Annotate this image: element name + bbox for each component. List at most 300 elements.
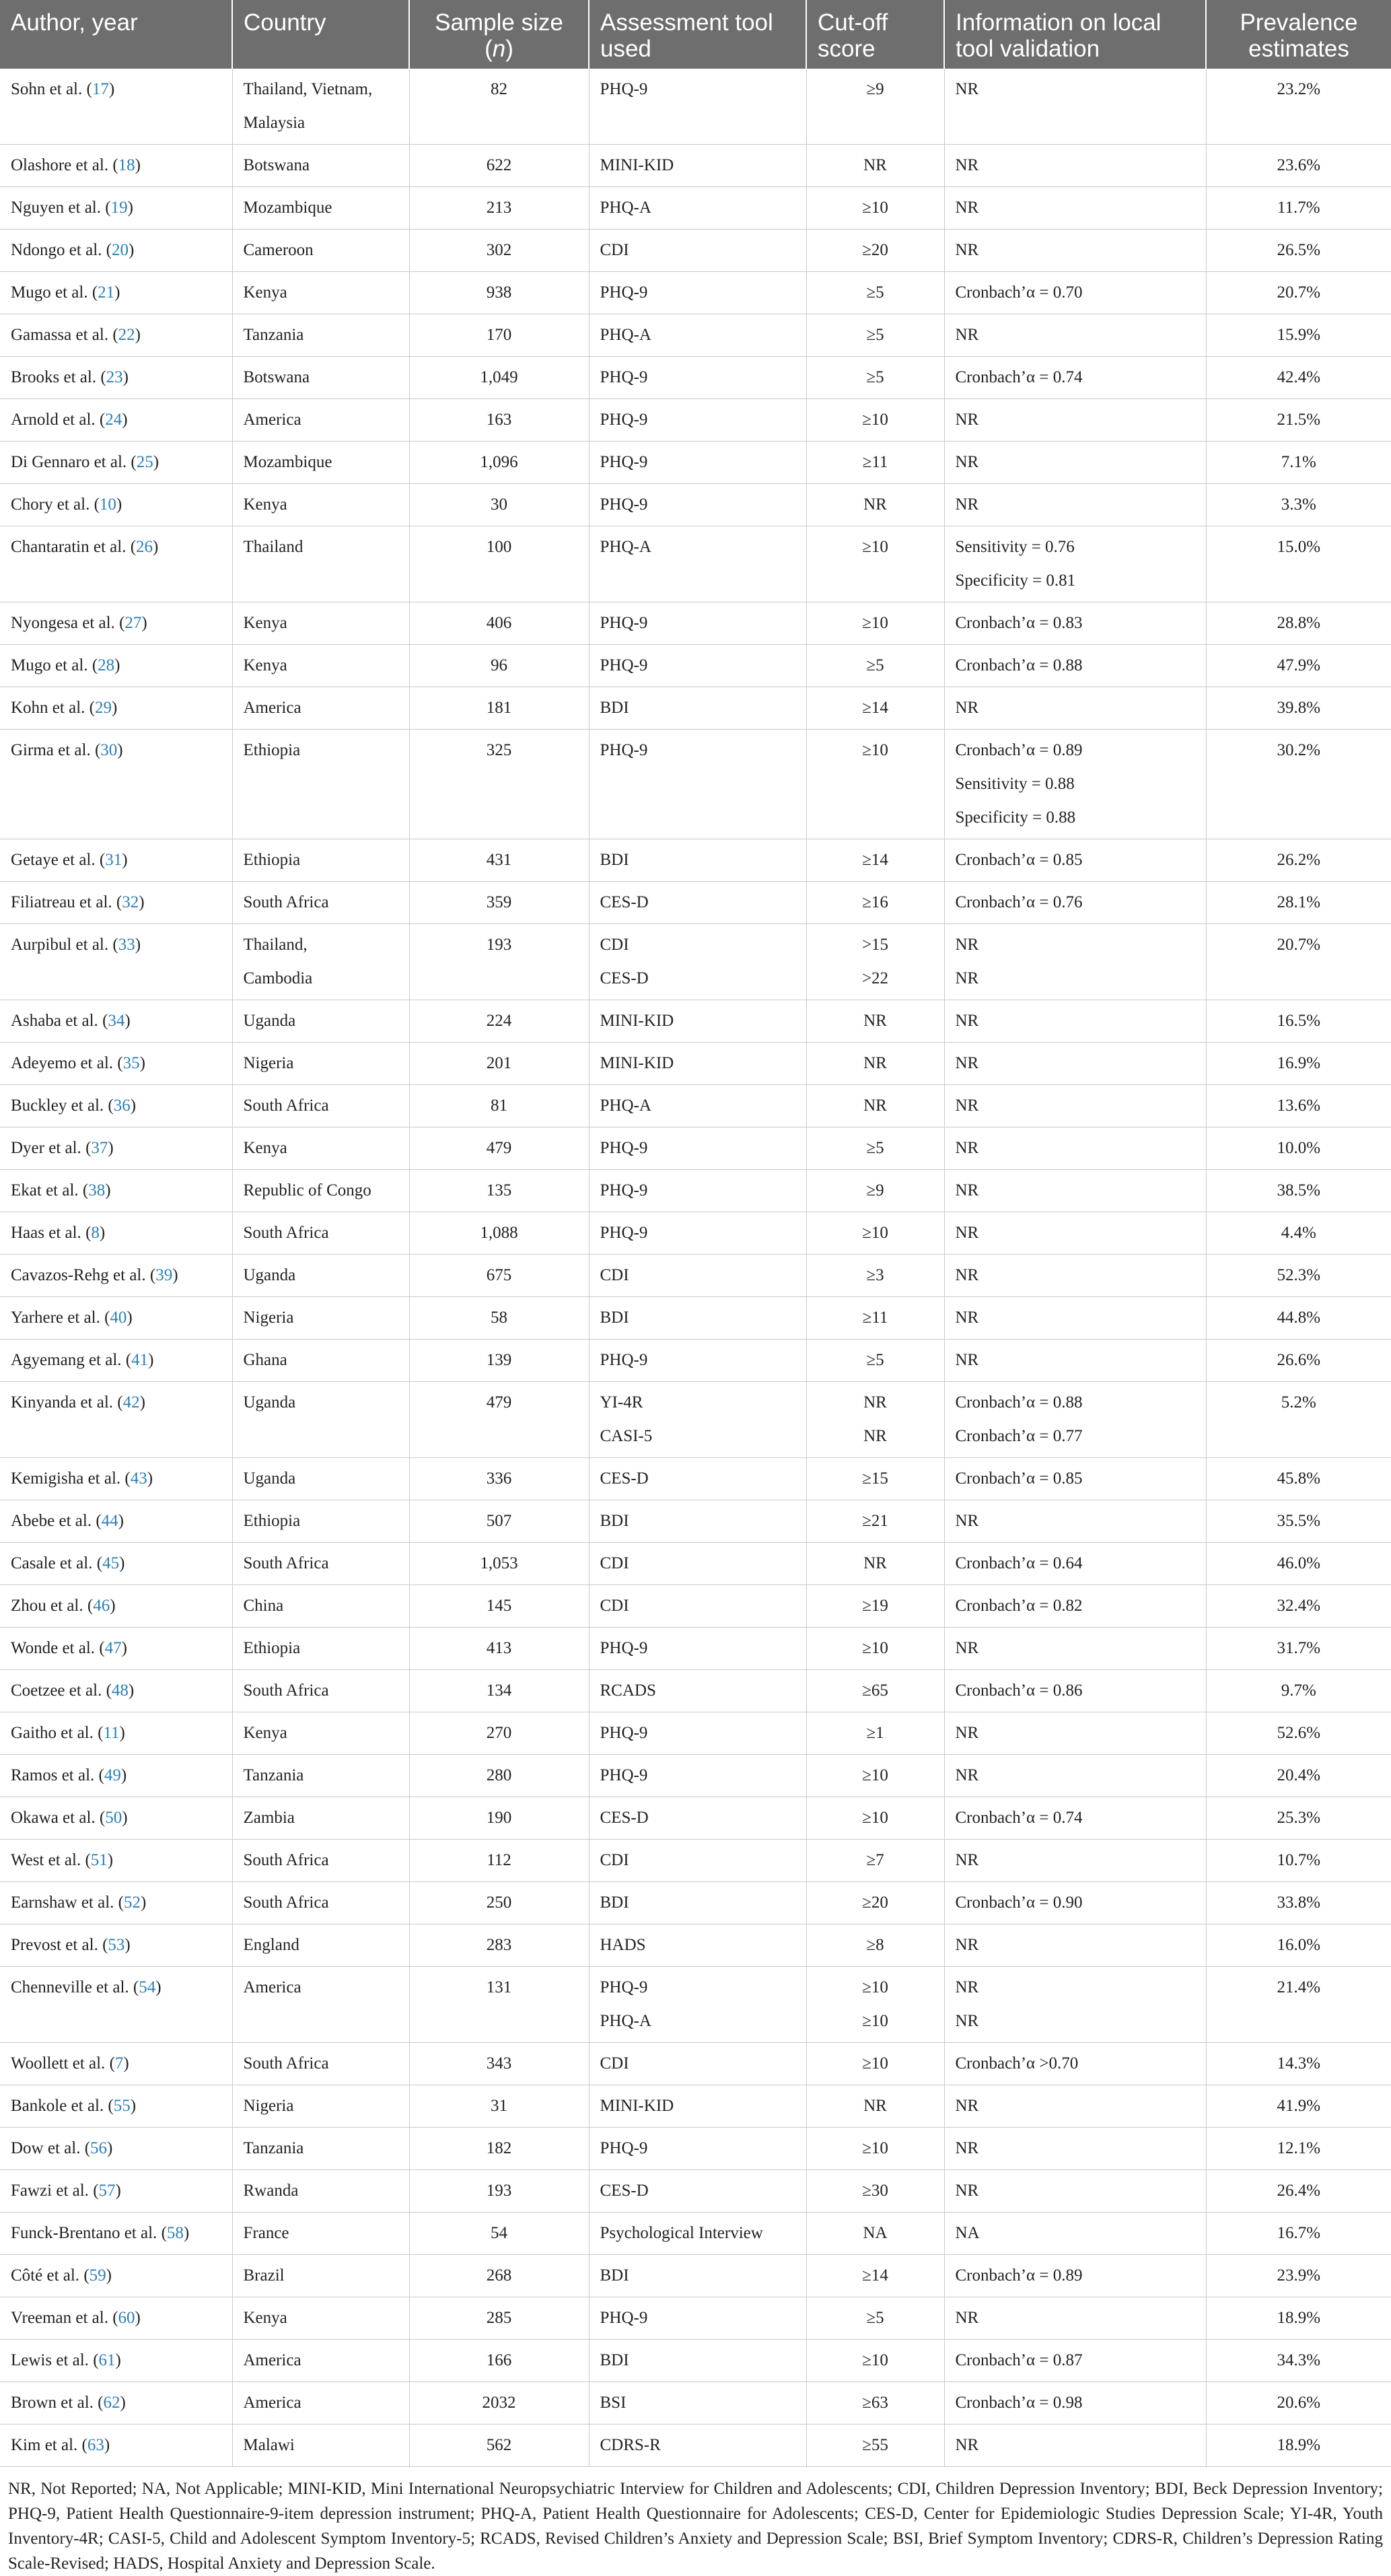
sample-size-cell: 2032: [409, 2382, 589, 2425]
table-row: [0, 882, 1391, 924]
reference-link[interactable]: 54: [139, 1978, 156, 1996]
country-line: Kenya: [243, 614, 287, 632]
tool-cell: [589, 602, 806, 645]
cutoff-line: NA: [863, 2224, 888, 2242]
reference-link[interactable]: 29: [94, 699, 112, 717]
country-cell: [232, 1297, 409, 1339]
reference-link[interactable]: 39: [155, 1266, 173, 1284]
country-line: Kenya: [243, 2309, 287, 2327]
prevalence-cell: 38.5%: [1206, 1170, 1391, 1212]
table-row: [0, 399, 1391, 442]
author-cell: Côté et al. (59): [0, 2255, 232, 2297]
sample-size-cell: 268: [409, 2255, 589, 2297]
tool-cell: [589, 730, 806, 839]
country-cell: [232, 882, 409, 924]
cutoff-cell: [806, 730, 944, 839]
tool-cell: [589, 484, 806, 526]
prevalence-cell: 16.0%: [1206, 1924, 1391, 1967]
prevalence-cell: 52.6%: [1206, 1712, 1391, 1755]
tool-line: PHQ-9: [600, 2139, 648, 2157]
tool-line: CES-D: [600, 1469, 649, 1488]
sample-size-cell: 479: [409, 1127, 589, 1170]
table-row: [0, 69, 1391, 145]
country-line: Thailand: [243, 538, 304, 556]
cutoff-line: ≥3: [866, 1266, 884, 1284]
reference-link[interactable]: 52: [123, 1893, 141, 1912]
tool-line: MINI-KID: [600, 1054, 674, 1072]
validation-cell: [944, 2170, 1206, 2213]
reference-link[interactable]: 50: [105, 1809, 122, 1827]
reference-link[interactable]: 55: [113, 2097, 131, 2115]
reference-link[interactable]: 43: [130, 1469, 147, 1488]
cutoff-line: ≥10: [862, 411, 888, 429]
author-cell: Chory et al. (10): [0, 484, 232, 526]
cutoff-cell: [806, 1967, 944, 2043]
reference-link[interactable]: 18: [118, 156, 135, 174]
table-row: [0, 145, 1391, 187]
sample-size-cell: 31: [409, 2085, 589, 2128]
header-cutoff: Cut-off score: [806, 0, 944, 69]
tool-line: CDRS-R: [600, 2436, 661, 2454]
sample-size-cell: 413: [409, 1628, 589, 1670]
table-header: [0, 0, 1391, 69]
reference-link[interactable]: 22: [118, 326, 135, 344]
table-row: [0, 1797, 1391, 1840]
country-cell: [232, 2382, 409, 2425]
validation-line: Cronbach’α = 0.98: [955, 2394, 1083, 2412]
reference-link[interactable]: 34: [108, 1012, 125, 1030]
country-cell: [232, 1043, 409, 1085]
country-line: Kenya: [243, 1139, 287, 1157]
author-cell: Dyer et al. (37): [0, 1127, 232, 1170]
tool-cell: [589, 1797, 806, 1840]
author-name: Adeyemo et al.: [11, 1054, 114, 1072]
author-cell: Prevost et al. (53): [0, 1924, 232, 1967]
prevalence-cell: 16.5%: [1206, 1000, 1391, 1043]
tool-line: BSI: [600, 2394, 627, 2412]
validation-line: NR: [955, 2182, 979, 2200]
author-cell: Arnold et al. (24): [0, 399, 232, 442]
author-cell: Ekat et al. (38): [0, 1170, 232, 1212]
reference-link[interactable]: 17: [92, 80, 109, 98]
cutoff-cell: [806, 1255, 944, 1297]
cutoff-line: ≥10: [862, 199, 888, 217]
tool-cell: [589, 1755, 806, 1797]
cutoff-cell: [806, 1170, 944, 1212]
cutoff-cell: [806, 526, 944, 602]
author-cell: Casale et al. (45): [0, 1543, 232, 1585]
country-cell: [232, 2213, 409, 2255]
author-cell: Cavazos-Rehg et al. (39): [0, 1255, 232, 1297]
tool-line: CASI-5: [600, 1427, 653, 1445]
validation-line: Cronbach’α = 0.88: [955, 1393, 1083, 1412]
reference-link[interactable]: 59: [89, 2266, 106, 2285]
country-line: Republic of Congo: [243, 1181, 371, 1199]
author-name: Côté et al.: [11, 2266, 80, 2285]
author-name: Ashaba et al.: [11, 1012, 98, 1030]
table-row: [0, 1967, 1391, 2043]
cutoff-cell: [806, 2382, 944, 2425]
cutoff-cell: [806, 2255, 944, 2297]
prevalence-cell: 23.2%: [1206, 69, 1391, 145]
reference-link[interactable]: 30: [100, 741, 118, 759]
reference-link[interactable]: 46: [93, 1597, 110, 1615]
reference-link[interactable]: 49: [104, 1766, 121, 1784]
cutoff-line: ≥14: [862, 699, 888, 717]
author-name: Ramos et al.: [11, 1766, 95, 1784]
reference-link[interactable]: 51: [90, 1851, 108, 1869]
validation-line: NR: [955, 1766, 979, 1784]
tool-cell: [589, 1297, 806, 1339]
reference-link[interactable]: 11: [103, 1724, 120, 1742]
tool-line: PHQ-9: [600, 1978, 648, 1996]
reference-link[interactable]: 26: [136, 538, 153, 556]
author-cell: Okawa et al. (50): [0, 1797, 232, 1840]
reference-link[interactable]: 48: [111, 1681, 129, 1700]
table-row: [0, 1297, 1391, 1339]
author-cell: Earnshaw et al. (52): [0, 1882, 232, 1924]
cutoff-cell: [806, 1543, 944, 1585]
tool-line: PHQ-9: [600, 741, 648, 759]
sample-size-cell: 938: [409, 272, 589, 314]
reference-link[interactable]: 44: [101, 1512, 118, 1530]
cutoff-line: NR: [863, 2097, 887, 2115]
reference-link[interactable]: 47: [104, 1639, 122, 1657]
cutoff-line: ≥20: [862, 241, 888, 259]
author-name: Okawa et al.: [11, 1809, 96, 1827]
cutoff-line: ≥10: [862, 1766, 888, 1784]
country-line: Ethiopia: [243, 851, 301, 869]
author-name: Yarhere et al.: [11, 1309, 100, 1327]
validation-cell: [944, 2085, 1206, 2128]
author-cell: Sohn et al. (17): [0, 69, 232, 145]
author-cell: Coetzee et al. (48): [0, 1670, 232, 1712]
reference-link[interactable]: 10: [99, 495, 116, 514]
tool-line: MINI-KID: [600, 2097, 674, 2115]
validation-line: Cronbach’α = 0.85: [955, 1469, 1083, 1488]
tool-cell: [589, 2128, 806, 2170]
prevalence-cell: 10.0%: [1206, 1127, 1391, 1170]
table-row: [0, 730, 1391, 839]
validation-line: NR: [955, 2139, 979, 2157]
cutoff-line: ≥10: [862, 741, 888, 759]
author-name: Filiatreau et al.: [11, 893, 112, 911]
tool-line: BDI: [600, 851, 629, 869]
reference-link[interactable]: 20: [111, 241, 129, 259]
prevalence-cell: 10.7%: [1206, 1840, 1391, 1882]
country-line: Uganda: [243, 1469, 296, 1488]
country-cell: [232, 484, 409, 526]
validation-cell: [944, 730, 1206, 839]
reference-link[interactable]: 8: [91, 1224, 100, 1242]
validation-cell: [944, 2425, 1206, 2467]
header-sample-size: Sample size (n): [409, 0, 589, 69]
cutoff-cell: [806, 2043, 944, 2085]
author-cell: Buckley et al. (36): [0, 1085, 232, 1127]
table-row: [0, 187, 1391, 230]
validation-line: Cronbach’α = 0.70: [955, 283, 1083, 302]
table-row: [0, 2213, 1391, 2255]
validation-line: Cronbach’α = 0.83: [955, 614, 1083, 632]
country-cell: [232, 1628, 409, 1670]
tool-cell: [589, 2170, 806, 2213]
tool-line: PHQ-A: [600, 2012, 651, 2030]
country-cell: [232, 230, 409, 272]
country-line: Malawi: [243, 2436, 295, 2454]
reference-link[interactable]: 61: [98, 2351, 116, 2369]
tool-cell: [589, 1712, 806, 1755]
validation-cell: [944, 1458, 1206, 1500]
author-name: Sohn et al.: [11, 80, 83, 98]
country-line: Nigeria: [243, 2097, 294, 2115]
cutoff-line: ≥9: [866, 80, 884, 98]
country-line: Cambodia: [243, 969, 313, 987]
sample-size-cell: 1,053: [409, 1543, 589, 1585]
validation-line: Cronbach’α = 0.89: [955, 2266, 1083, 2285]
validation-line: NR: [955, 1936, 979, 1954]
country-cell: [232, 2128, 409, 2170]
sample-size-cell: 134: [409, 1670, 589, 1712]
cutoff-line: ≥10: [862, 1809, 888, 1827]
cutoff-cell: [806, 687, 944, 730]
cutoff-cell: [806, 1797, 944, 1840]
tool-line: PHQ-9: [600, 283, 648, 302]
tool-line: PHQ-9: [600, 1766, 648, 1784]
validation-cell: [944, 2043, 1206, 2085]
reference-link[interactable]: 42: [122, 1393, 140, 1412]
cutoff-line: >22: [861, 969, 889, 987]
reference-link[interactable]: 32: [122, 893, 139, 911]
reference-link[interactable]: 7: [114, 2054, 124, 2073]
country-cell: [232, 924, 409, 1000]
author-name: Getaye et al.: [11, 851, 96, 869]
tool-cell: [589, 187, 806, 230]
reference-link[interactable]: 58: [166, 2224, 184, 2242]
tool-cell: [589, 1840, 806, 1882]
author-name: West et al.: [11, 1851, 81, 1869]
table-row: [0, 357, 1391, 399]
author-name: Agyemang et al.: [11, 1351, 122, 1369]
cutoff-cell: [806, 2170, 944, 2213]
reference-link[interactable]: 23: [106, 368, 123, 386]
table-row: [0, 645, 1391, 687]
tool-cell: [589, 2340, 806, 2382]
reference-link[interactable]: 41: [131, 1351, 149, 1369]
tool-cell: [589, 1212, 806, 1255]
table-row: [0, 2043, 1391, 2085]
author-cell: Dow et al. (56): [0, 2128, 232, 2170]
author-name: Chory et al.: [11, 495, 90, 514]
cutoff-cell: [806, 1297, 944, 1339]
validation-line: NR: [955, 1139, 979, 1157]
reference-link[interactable]: 33: [118, 936, 135, 954]
country-cell: [232, 1500, 409, 1543]
author-name: Ndongo et al.: [11, 241, 102, 259]
table-row: [0, 1543, 1391, 1585]
sample-size-cell: 193: [409, 924, 589, 1000]
tool-cell: [589, 2213, 806, 2255]
prevalence-cell: 28.8%: [1206, 602, 1391, 645]
author-name: Kim et al.: [11, 2436, 78, 2454]
country-line: Mozambique: [243, 199, 332, 217]
prevalence-cell: 33.8%: [1206, 1882, 1391, 1924]
sample-size-cell: 359: [409, 882, 589, 924]
validation-line: Cronbach’α = 0.90: [955, 1893, 1083, 1912]
author-cell: Girma et al. (30): [0, 730, 232, 839]
reference-link[interactable]: 40: [110, 1309, 127, 1327]
cutoff-cell: [806, 1458, 944, 1500]
tool-cell: [589, 1458, 806, 1500]
tool-cell: [589, 1543, 806, 1585]
validation-line: NR: [955, 1639, 979, 1657]
reference-link[interactable]: 27: [124, 614, 142, 632]
cutoff-cell: [806, 1000, 944, 1043]
tool-line: CDI: [600, 936, 629, 954]
prevalence-cell: 39.8%: [1206, 687, 1391, 730]
country-cell: [232, 442, 409, 484]
cutoff-line: NR: [863, 495, 887, 514]
tool-cell: [589, 882, 806, 924]
cutoff-cell: [806, 484, 944, 526]
validation-cell: [944, 839, 1206, 882]
validation-line: NR: [955, 156, 979, 174]
validation-line: Cronbach’α = 0.87: [955, 2351, 1083, 2369]
author-cell: Adeyemo et al. (35): [0, 1043, 232, 1085]
validation-line: NR: [955, 199, 979, 217]
validation-line: NR: [955, 2097, 979, 2115]
cutoff-line: ≥5: [866, 283, 884, 302]
author-cell: Ashaba et al. (34): [0, 1000, 232, 1043]
reference-link[interactable]: 63: [87, 2436, 104, 2454]
reference-link[interactable]: 24: [105, 411, 122, 429]
country-line: Brazil: [243, 2266, 285, 2285]
sample-size-cell: 170: [409, 314, 589, 357]
table-row: [0, 1043, 1391, 1085]
tool-cell: [589, 1924, 806, 1967]
validation-cell: [944, 442, 1206, 484]
validation-line: Cronbach’α = 0.64: [955, 1554, 1083, 1572]
reference-link[interactable]: 53: [108, 1936, 125, 1954]
validation-cell: [944, 1882, 1206, 1924]
validation-line: NR: [955, 1224, 979, 1242]
sample-size-cell: 302: [409, 230, 589, 272]
reference-link[interactable]: 28: [98, 656, 115, 674]
validation-cell: [944, 230, 1206, 272]
validation-line: Specificity = 0.88: [955, 808, 1076, 827]
tool-cell: [589, 924, 806, 1000]
reference-link[interactable]: 31: [105, 851, 122, 869]
reference-link[interactable]: 25: [136, 453, 153, 471]
reference-link[interactable]: 37: [91, 1139, 108, 1157]
validation-cell: [944, 2128, 1206, 2170]
tool-cell: [589, 1670, 806, 1712]
table-row: [0, 1628, 1391, 1670]
reference-link[interactable]: 62: [103, 2394, 120, 2412]
reference-link[interactable]: 36: [113, 1096, 131, 1115]
sample-size-cell: 270: [409, 1712, 589, 1755]
cutoff-line: ≥5: [866, 1351, 884, 1369]
country-cell: [232, 645, 409, 687]
author-name: Bankole et al.: [11, 2097, 104, 2115]
sample-size-cell: 507: [409, 1500, 589, 1543]
author-cell: Mugo et al. (21): [0, 272, 232, 314]
validation-cell: [944, 1712, 1206, 1755]
author-cell: Kim et al. (63): [0, 2425, 232, 2467]
tool-line: PHQ-9: [600, 1639, 648, 1657]
tool-line: BDI: [600, 1309, 629, 1327]
reference-link[interactable]: 19: [110, 199, 128, 217]
sample-size-cell: 479: [409, 1382, 589, 1458]
reference-link[interactable]: 21: [98, 283, 115, 302]
tool-line: MINI-KID: [600, 156, 674, 174]
header-assessment-tool: Assessment tool used: [589, 0, 806, 69]
country-line: America: [243, 1978, 301, 1996]
country-line: South Africa: [243, 1851, 329, 1869]
cutoff-line: ≥1: [866, 1724, 884, 1742]
table-row: [0, 1212, 1391, 1255]
tool-line: PHQ-9: [600, 368, 648, 386]
cutoff-line: ≥5: [866, 368, 884, 386]
prevalence-cell: 30.2%: [1206, 730, 1391, 839]
country-cell: [232, 1339, 409, 1382]
sample-size-cell: 182: [409, 2128, 589, 2170]
prevalence-cell: 47.9%: [1206, 645, 1391, 687]
country-line: Botswana: [243, 156, 310, 174]
cutoff-cell: [806, 69, 944, 145]
sample-size-cell: 283: [409, 1924, 589, 1967]
country-cell: [232, 272, 409, 314]
cutoff-line: ≥14: [862, 2266, 888, 2285]
header-prevalence: Prevalence estimates: [1206, 0, 1391, 69]
tool-line: PHQ-A: [600, 538, 651, 556]
author-name: Abebe et al.: [11, 1512, 92, 1530]
cutoff-cell: [806, 2213, 944, 2255]
cutoff-cell: [806, 924, 944, 1000]
reference-link[interactable]: 38: [88, 1181, 106, 1199]
header-validation: Information on local tool validation: [944, 0, 1206, 69]
validation-line: NR: [955, 969, 979, 987]
country-cell: [232, 1840, 409, 1882]
reference-link[interactable]: 45: [102, 1554, 120, 1572]
author-cell: Brown et al. (62): [0, 2382, 232, 2425]
reference-link[interactable]: 35: [122, 1054, 140, 1072]
cutoff-cell: [806, 1882, 944, 1924]
author-name: Coetzee et al.: [11, 1681, 102, 1700]
reference-link[interactable]: 56: [90, 2139, 108, 2157]
author-name: Vreeman et al.: [11, 2309, 108, 2327]
tool-line: BDI: [600, 2351, 629, 2369]
validation-line: Specificity = 0.81: [955, 571, 1076, 590]
author-name: Mugo et al.: [11, 283, 88, 302]
prevalence-cell: 41.9%: [1206, 2085, 1391, 2128]
tool-line: PHQ-9: [600, 1181, 648, 1199]
validation-cell: [944, 1212, 1206, 1255]
sample-size-cell: 96: [409, 645, 589, 687]
validation-line: NA: [955, 2224, 980, 2242]
cutoff-line: >15: [861, 936, 889, 954]
author-name: Di Gennaro et al.: [11, 453, 127, 471]
reference-link[interactable]: 60: [118, 2309, 135, 2327]
author-cell: Brooks et al. (23): [0, 357, 232, 399]
table-row: [0, 924, 1391, 1000]
sample-size-cell: 82: [409, 69, 589, 145]
reference-link[interactable]: 57: [98, 2182, 116, 2200]
validation-line: Cronbach’α = 0.85: [955, 851, 1083, 869]
country-cell: [232, 2043, 409, 2085]
cutoff-line: ≥8: [866, 1936, 884, 1954]
author-name: Nguyen et al.: [11, 199, 101, 217]
table-row: [0, 2085, 1391, 2128]
